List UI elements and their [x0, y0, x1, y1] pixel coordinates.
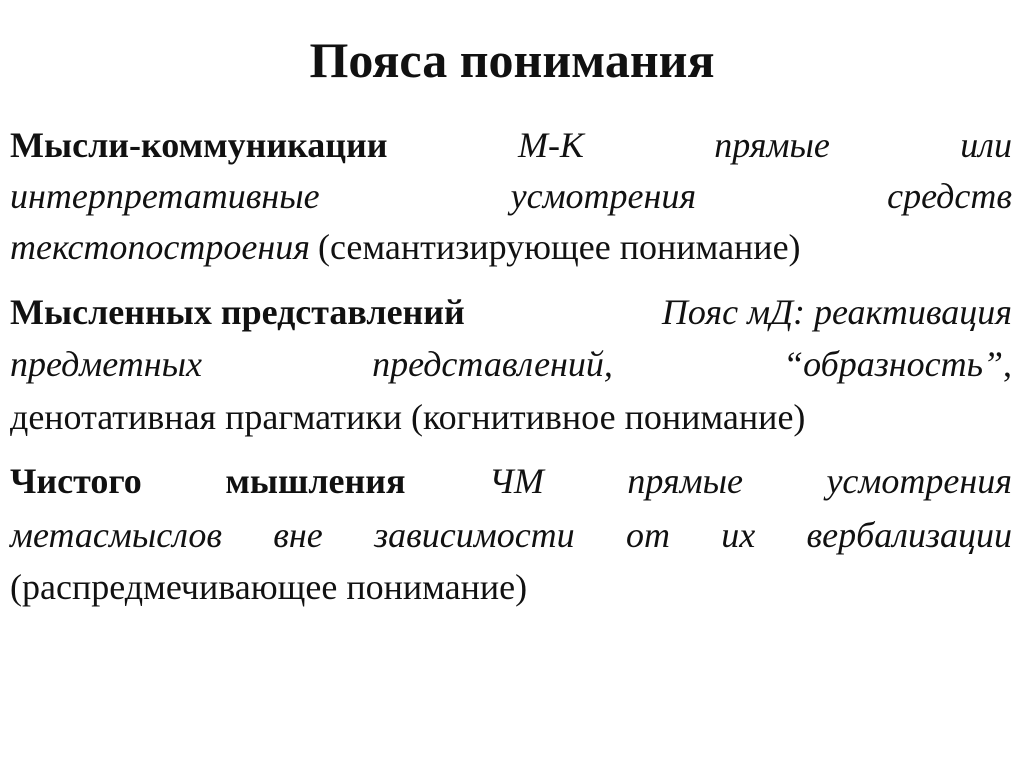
section-3-line-1 [10, 454, 1012, 508]
section-2-word: “образность” [783, 344, 1003, 384]
section-3-word: метасмыслов [10, 515, 222, 555]
section-3-line-2 [10, 508, 1012, 562]
section-2-text: денотативная прагматики (когнитивное понимание) [10, 397, 806, 437]
section-2-abbr: Пояс мД: реактивация [661, 292, 1012, 332]
section-1-line-2 [10, 169, 1012, 223]
section-1-line-1 [10, 118, 1012, 172]
section-3-word: вербализации [806, 515, 1012, 555]
section-3-term: мышления [225, 461, 406, 501]
section-1-word: или [960, 125, 1012, 165]
section-3-word: их [721, 515, 756, 555]
section-1-line-3 [10, 220, 1012, 274]
section-3-word: вне [273, 515, 323, 555]
section-3-term: Чистого [10, 461, 142, 501]
section-3-word: зависимости [374, 515, 575, 555]
section-1-note: (семантизирующее понимание) [317, 227, 801, 267]
section-1-term: Мысли-коммуникации [10, 125, 388, 165]
section-1-word: усмотрения [510, 176, 697, 216]
section-2-word: предметных [10, 344, 202, 384]
section-3-line-3 [10, 560, 1012, 614]
section-3-word: от [625, 515, 670, 555]
slide-title: Пояса понимания [309, 32, 715, 88]
section-2-line-1 [10, 285, 1012, 339]
section-1-word: интерпретативные [10, 176, 320, 216]
section-3-word: усмотрения [826, 461, 1012, 501]
section-3-word: прямые [627, 461, 743, 501]
section-3-note: (распредмечивающее понимание) [10, 567, 528, 607]
section-3-abbr: ЧМ [489, 461, 544, 501]
section-1-word: текстопостроения [10, 227, 310, 267]
section-1-word: средств [887, 176, 1012, 216]
section-2-term: Мысленных представлений [10, 292, 465, 332]
section-2-line-2 [10, 337, 1012, 391]
section-2-line-3 [10, 390, 1012, 444]
section-2-word: представлений, [372, 344, 613, 384]
section-1-abbr: М-К [517, 125, 584, 165]
section-1-word: прямые [714, 125, 830, 165]
section-2-comma: , [1003, 344, 1012, 384]
